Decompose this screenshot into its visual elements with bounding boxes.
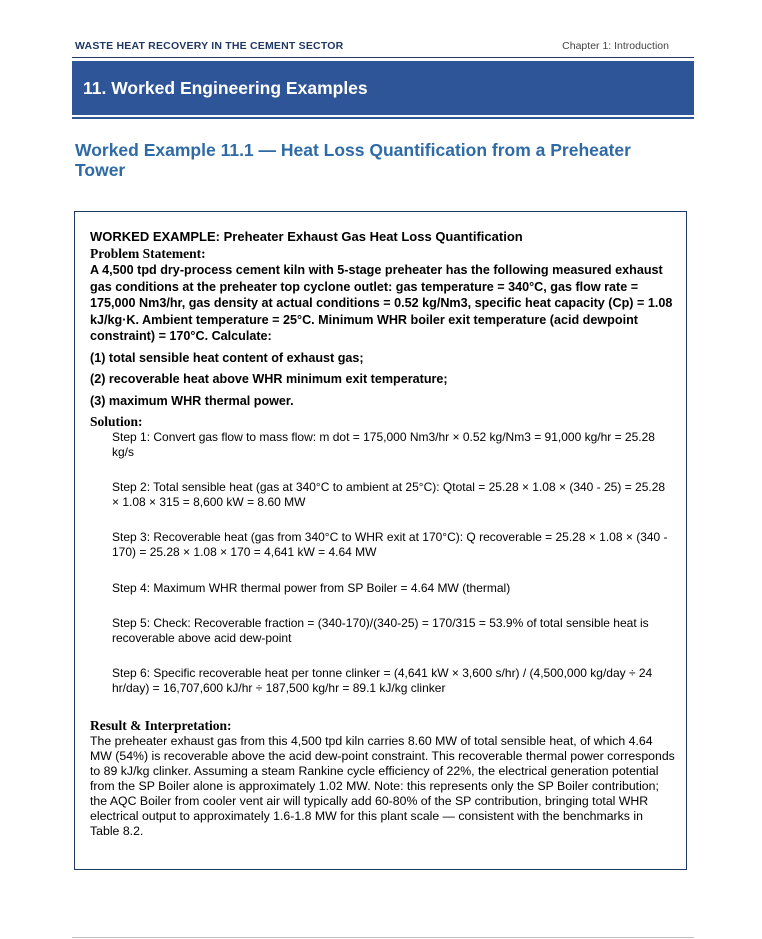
solution-step: Step 6: Specific recoverable heat per tonne clinker = (4,641 kW × 3,600 s/hr) / (4,500,000 kg/day ÷ 24 hr/day) = 16,707,600 kJ/hr ÷ 187,500 kg/hr = 89.1 kJ/kg clinker bbox=[112, 666, 653, 695]
solution-step: Step 1: Convert gas flow to mass flow: m dot = 175,000 Nm3/hr × 0.52 kg/Nm3 = 91,000 kg/hr = 25.28 kg/s bbox=[112, 430, 655, 459]
section-heading: Worked Example 11.1 — Heat Loss Quantification from a Preheater Tower bbox=[75, 140, 631, 180]
solution-label: Solution: bbox=[90, 414, 143, 429]
worked-example-box bbox=[74, 211, 687, 870]
result-text: The preheater exhaust gas from this 4,500 tpd kiln carries 8.60 MW of total sensible heat, of which 4.64 MW (54%) is recoverable above the acid dew-point constraint. This recoverable thermal power corresponds to 89 kJ/kg clinker. Assuming a steam Rankine cycle efficiency of 22%, the electrical generation potential from the SP Boiler alone is approximately 1.02 MW. Note: this represents only the SP Boiler contribution; the AQC Boiler from cooler vent air will typically add 60-80% of the SP contribution, bringing total WHR electrical output to approximately 1.6-1.8 MW for this plant scale — consistent with the benchmarks in Table 8.2. bbox=[90, 733, 675, 838]
document-title: WASTE HEAT RECOVERY IN THE CEMENT SECTOR bbox=[75, 40, 344, 52]
solution-step: Step 3: Recoverable heat (gas from 340°C to WHR exit at 170°C): Q recoverable = 25.28 × 1.08 × (340 - 170) = 25.28 × 1.08 × 170 = 4,641 kW = 4.64 MW bbox=[112, 530, 668, 559]
problem-statement-text: A 4,500 tpd dry-process cement kiln with 5-stage preheater has the following measured exhaust gas conditions at the preheater top cyclone outlet: gas temperature = 340°C, gas flow rate = 175,000 Nm3/hr, gas density at actual conditions = 0.52 kg/Nm3, specific heat capacity (Cp) = 1.08 kJ/kg·K. Ambient temperature = 25°C. Minimum WHR boiler exit temperature (acid dewpoint constraint) = 170°C. Calculate: bbox=[90, 263, 673, 343]
chapter-label: Chapter 1: Introduction bbox=[562, 40, 669, 52]
running-header bbox=[75, 40, 669, 56]
example-title: WORKED EXAMPLE: Preheater Exhaust Gas Heat Loss Quantification bbox=[90, 229, 523, 244]
chapter-banner bbox=[72, 61, 694, 115]
problem-statement-label: Problem Statement: bbox=[90, 246, 206, 261]
solution-step: Step 5: Check: Recoverable fraction = (340-170)/(340-25) = 170/315 = 53.9% of total sensible heat is recoverable above acid dew-point bbox=[112, 616, 649, 645]
calculation-item: (1) total sensible heat content of exhaust gas; bbox=[90, 350, 364, 365]
header-divider bbox=[72, 57, 694, 58]
solution-step: Step 4: Maximum WHR thermal power from SP Boiler = 4.64 MW (thermal) bbox=[112, 580, 511, 595]
banner-divider bbox=[72, 117, 694, 119]
result-label: Result & Interpretation: bbox=[90, 717, 232, 733]
calculation-item: (3) maximum WHR thermal power. bbox=[90, 393, 294, 408]
calculation-item: (2) recoverable heat above WHR minimum exit temperature; bbox=[90, 372, 448, 386]
chapter-title: 11. Worked Engineering Examples bbox=[83, 78, 368, 98]
solution-steps bbox=[112, 430, 675, 696]
footer-divider bbox=[72, 937, 694, 938]
solution-step: Step 2: Total sensible heat (gas at 340°C to ambient at 25°C): Qtotal = 25.28 × 1.08 × (340 - 25) = 25.28 × 1.08 × 315 = 8,600 kW = 8.60 MW bbox=[112, 480, 666, 509]
